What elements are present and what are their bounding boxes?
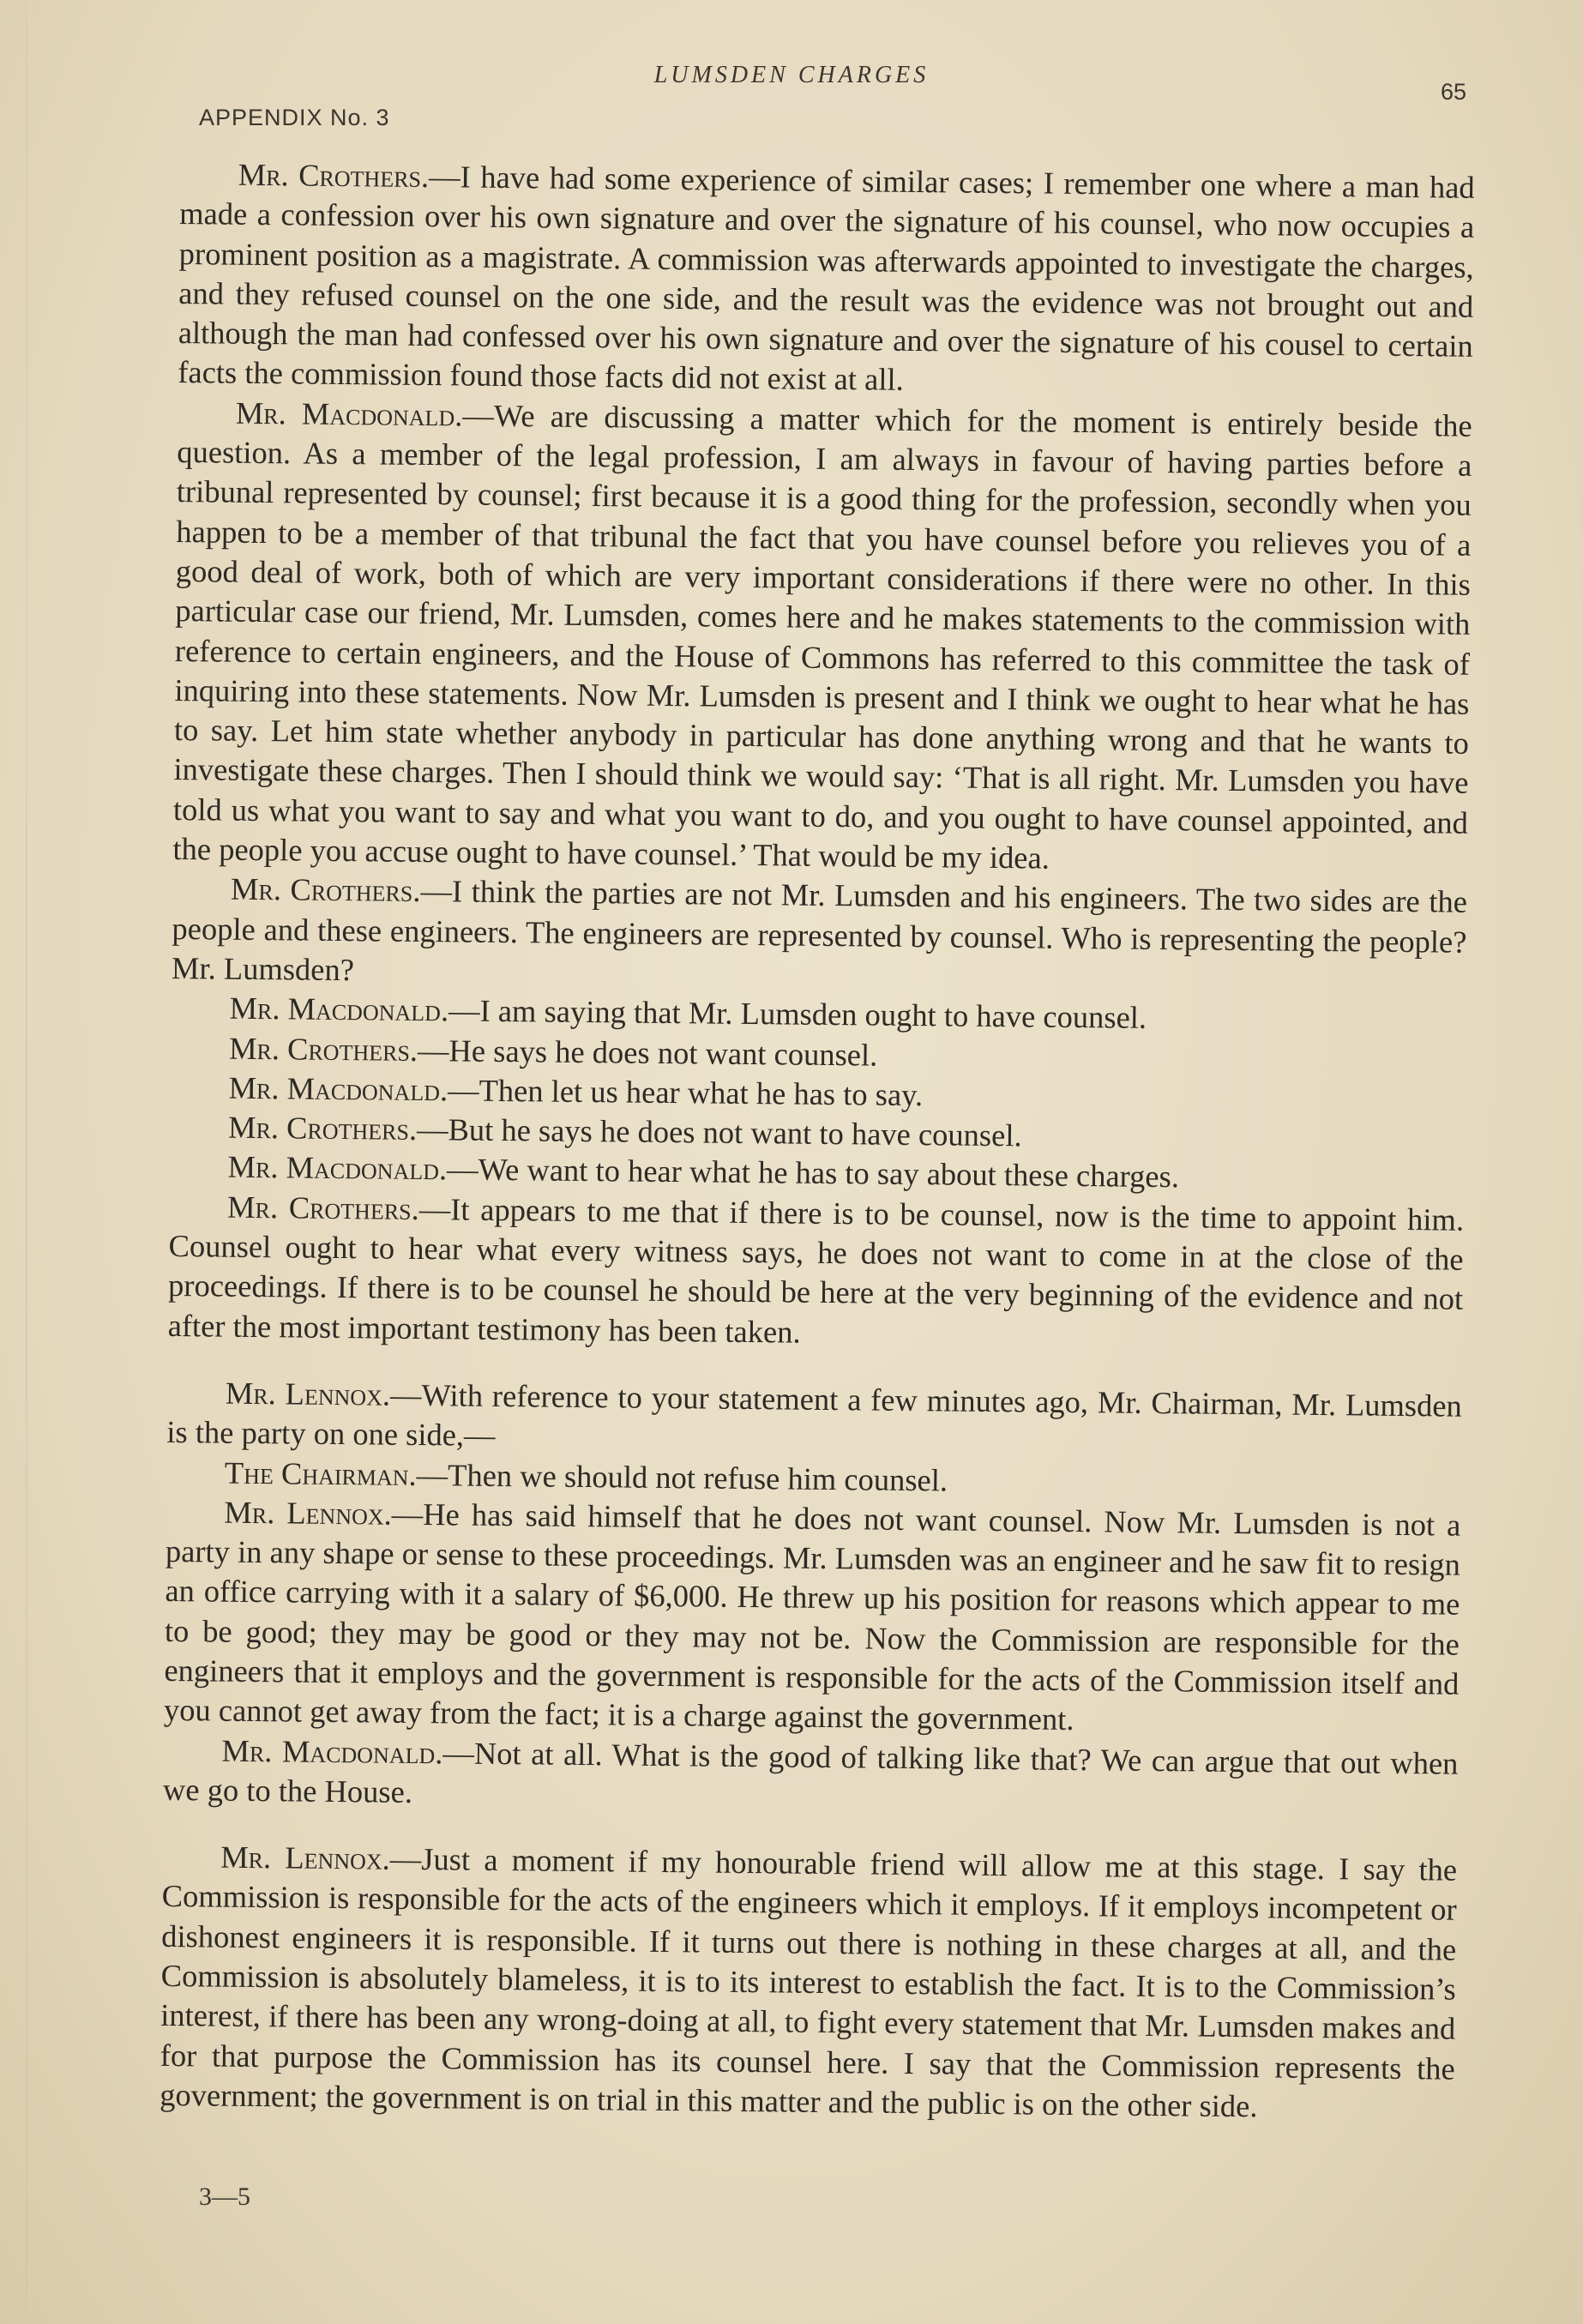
dialogue-paragraph <box>167 1187 1464 1359</box>
dialogue-paragraph <box>164 1492 1461 1744</box>
dialogue-paragraph <box>178 154 1475 406</box>
speaker-name: Mr. Macdonald. <box>229 990 449 1028</box>
speaker-name: Mr. Macdonald. <box>228 1069 448 1108</box>
speech-text: —Then let us hear what he has to say. <box>447 1072 924 1112</box>
speech-text: —We want to hear what he has to say about these charges. <box>446 1151 1180 1195</box>
running-title: LUMSDEN CHARGES <box>653 62 930 88</box>
speaker-name: Mr. Lennox. <box>220 1839 391 1876</box>
speaker-name: Mr. Lennox. <box>225 1375 391 1412</box>
speech-text: —He says he does not want counsel. <box>417 1032 878 1073</box>
speech-text: —He has said himself that he does not want counsel. Now Mr. Lumsden is not a party in any shape or sense to these proceedings. Mr. Lumsden was an engineer and he saw fit to resign an office carrying with it a salary of $6,000. He threw up his position for reasons which appear to me to be good; they may be good or they may not be. Now the Commission are responsible for the engineers that it employs and the government is responsible for the acts of the Commission itself and you cannot get away from the fact; it is a charge against the government. <box>163 1496 1461 1737</box>
speaker-name: Mr. Lennox. <box>224 1494 393 1532</box>
appendix-label: APPENDIX No. 3 <box>199 105 390 130</box>
speaker-name: Mr. Macdonald. <box>227 1149 448 1187</box>
speech-text: —Just a moment if my honourable friend will allow me at this stage. I say the Commission is responsible for the acts of the engineers which it employs. If it employs incompetent or dishonest engineers it is responsible. If it turns out there is nothing in these charges at all, and the Commission is absolutely blameless, it is to its interest to establish the fact. It is to the Commission’s interest, if there has been any wrong-doing at all, to fight every statement that Mr. Lumsden makes and for that purpose the Commission has its counsel here. I say that the Commission represents the government; the government is on trial in this matter and the public is on the other side. <box>160 1840 1458 2124</box>
speaker-name: Mr. Crothers. <box>226 1189 419 1226</box>
speaker-name: The Chairman. <box>224 1454 417 1492</box>
speech-text: —It appears to me that if there is to be counsel, now is the time to appoint him. Counsel ought to hear what every witness says, he does not want to come in at the close of the proceedings. If there is to be counsel he should be here at the very beginning of the evidence and not after the most important testimony has been taken. <box>167 1190 1465 1350</box>
speaker-name: Mr. Macdonald. <box>221 1732 443 1770</box>
signature-mark: 3—5 <box>199 2183 250 2211</box>
speech-text: —Then we should not refuse him counsel. <box>416 1456 948 1497</box>
speech-text: —I think the parties are not Mr. Lumsden and his engineers. The two sides are the people and these engineers. The engineers are represented by counsel. Who is representing the people? Mr. Lumsden? <box>171 873 1468 988</box>
speaker-name: Mr. Crothers. <box>227 1109 418 1147</box>
body-text <box>160 154 1475 2128</box>
speech-text: —I have had some experience of similar cases; I remember one where a man had made a confession over his own signature and over the signature of his counsel, who now occupies a prominent position as a magistrate. A commission was afterwards appointed to investigate the charges, and they refused counsel on the one side, and the result was the evidence was not brought out and although the man had confessed over his own signature and over the signature of his cousel to certain facts the commission found those facts did not exist at all. <box>178 159 1475 398</box>
speech-text: —Not at all. What is the good of talking like that? We can argue that out when we go to the House. <box>162 1734 1459 1809</box>
speaker-name: Mr. Macdonald. <box>235 394 463 433</box>
speaker-name: Mr. Crothers. <box>228 1030 418 1068</box>
speech-text: —But he says he does not want to have counsel. <box>416 1111 1022 1153</box>
dialogue-paragraph <box>163 1730 1459 1822</box>
speech-text: —We are discussing a matter which for the moment is entirely beside the question. As a member of the legal profession, I am always in favour of having parties before a tribunal represented by counsel; first because it is a good thing for the profession, secondly when you happen to be a member of that tribunal the fact that you have counsel before you relieves you of a good deal of work, both of which are very important considerations if there were no other. In this particular case our friend, Mr. Lumsden, comes here and he makes statements to the commission with reference to certain engineers, and the House of Commons has referred to this committee the task of inquiring into these statements. Now Mr. Lumsden is present and I think we ought to hear what he has to say. Let him state whether anybody in particular has done anything wrong and that he wants to investigate these charges. Then I should think we would say: ‘That is all right. Mr. Lumsden you have told us what you want to say and what you want to do, and you ought to have counsel appointed, and the people you accuse ought to have counsel.’ That would be my idea. <box>172 397 1472 876</box>
speaker-name: Mr. Crothers. <box>238 156 430 195</box>
speaker-name: Mr. Crothers. <box>230 871 421 909</box>
dialogue-paragraph <box>172 869 1467 1002</box>
binding-shadow <box>26 0 27 2324</box>
speech-text: —With reference to your statement a few minutes ago, Mr. Chairman, Mr. Lumsden is the party on one side,— <box>166 1376 1463 1454</box>
dialogue-paragraph <box>166 1373 1462 1466</box>
speech-text: —I am saying that Mr. Lumsden ought to have counsel. <box>448 992 1147 1036</box>
dialogue-paragraph <box>172 393 1472 882</box>
dialogue-paragraph <box>160 1837 1457 2128</box>
page-number: 65 <box>1441 79 1467 105</box>
